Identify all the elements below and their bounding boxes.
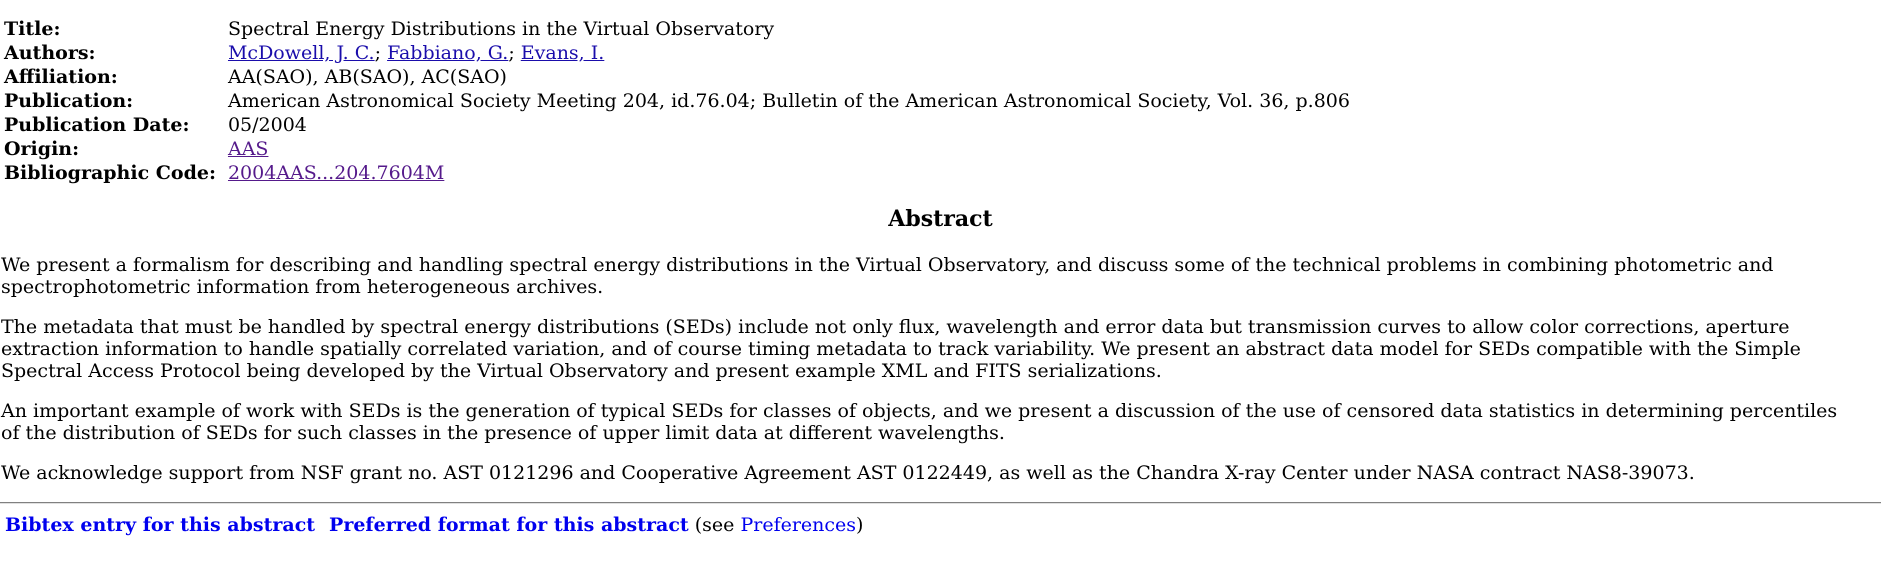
origin-link[interactable]: AAS	[227, 138, 269, 160]
preferences-link[interactable]: Preferences	[740, 514, 857, 536]
publication-date-row	[4, 114, 1350, 136]
abstract-paragraph-4: We acknowledge support from NSF grant no. AST 0121296 and Cooperative Agreement AST 0122449, as well as the Chandra X-ray Center under NASA contract NAS8-39073.	[1, 462, 1695, 484]
affiliation-label: Affiliation:	[4, 66, 118, 88]
title-label: Title:	[4, 18, 61, 40]
bibcode-label: Bibliographic Code:	[4, 162, 216, 184]
origin-value-cell	[228, 138, 1350, 160]
publication-label: Publication:	[4, 90, 134, 112]
author-separator: ;	[508, 42, 521, 64]
divider	[0, 502, 1881, 504]
abstract-heading: Abstract	[888, 206, 993, 232]
bibcode-link[interactable]: 2004AAS...204.7604M	[227, 162, 445, 184]
author-link-mcdowell[interactable]: McDowell, J. C.	[227, 42, 375, 64]
see-close-text: )	[856, 514, 864, 536]
title-row	[4, 18, 1350, 40]
preferred-format-link[interactable]: Preferred format for this abstract	[329, 514, 689, 536]
abstract-paragraph-2: The metadata that must be handled by spectral energy distributions (SEDs) include not only flux, wavelength and error data but transmission curves to allow color corrections, aperture extraction information to handle spatially correlated variation, and of course timing metadata to track variability. We present an abstract data model for SEDs compatible with the Simple Spectral Access Protocol being developed by the Virtual Observatory and present example XML and FITS serializations.	[1, 316, 1801, 382]
authors-value	[228, 42, 1350, 64]
bibtex-entry-link[interactable]: Bibtex entry for this abstract	[5, 514, 316, 536]
affiliation-value: AA(SAO), AB(SAO), AC(SAO)	[227, 66, 507, 88]
author-link-evans[interactable]: Evans, I.	[520, 42, 605, 64]
footer-links	[5, 514, 1881, 536]
affiliation-row	[4, 66, 1350, 88]
see-open-text: (see	[694, 514, 741, 536]
metadata-table	[0, 16, 1354, 186]
authors-label: Authors:	[4, 42, 96, 64]
publication-value: American Astronomical Society Meeting 204, id.76.04; Bulletin of the American Astronomical Society, Vol. 36, p.806	[227, 90, 1350, 112]
abstract-paragraph-3: An important example of work with SEDs is the generation of typical SEDs for classes of objects, and we present a discussion of the use of censored data statistics in determining percentiles of the distribution of SEDs for such classes in the presence of upper limit data at different wavelengths.	[1, 400, 1838, 444]
title-value: Spectral Energy Distributions in the Virtual Observatory	[227, 18, 775, 40]
author-separator: ;	[374, 42, 388, 64]
authors-row	[4, 42, 1350, 64]
author-link-fabbiano[interactable]: Fabbiano, G.	[387, 42, 509, 64]
bibcode-value-cell	[228, 162, 1350, 184]
publication-row	[4, 90, 1350, 112]
origin-row	[4, 138, 1350, 160]
abstract-paragraph-1: We present a formalism for describing and handling spectral energy distributions in the Virtual Observatory, and discuss some of the technical problems in combining photometric and spectrophotometric information from heterogeneous archives.	[1, 254, 1774, 298]
publication-date-value: 05/2004	[227, 114, 307, 136]
origin-label: Origin:	[4, 138, 80, 160]
publication-date-label: Publication Date:	[4, 114, 190, 136]
bibcode-row	[4, 162, 1350, 184]
